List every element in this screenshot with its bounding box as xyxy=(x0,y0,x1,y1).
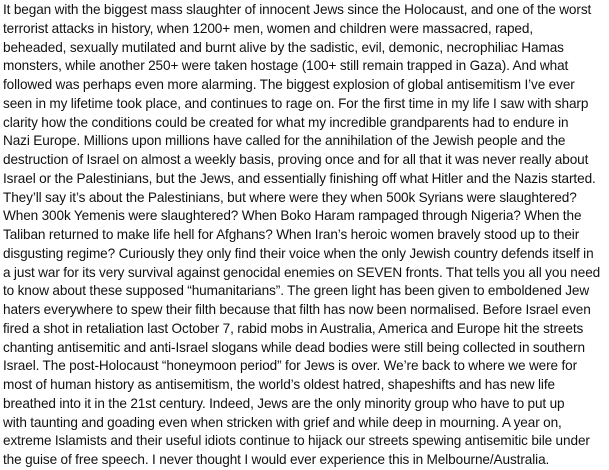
text-line: clarity how the conditions could be created for what my incredible grandparents had to endure in xyxy=(3,114,569,130)
text-line: the guise of free speech. I never thought I would ever experience this in Melbourne/Australia. xyxy=(3,452,550,467)
text-line: breathed into it in the 21st century. Indeed, Jews are the only minority group who have to put up xyxy=(3,395,565,411)
text-line: Israel or the Palestinians, but the Jews, and essentially finishing off what Hitler and the Nazis started. xyxy=(3,170,596,186)
text-line: disgusting regime? Curiously they only find their voice when the only Jewish country defends itself in xyxy=(3,245,594,261)
text-line: monsters, while another 250+ were taken hostage (100+ still remain trapped in Gaza). And what xyxy=(3,58,569,74)
text-line: Nazi Europe. Millions upon millions have called for the annihilation of the Jewish people and the xyxy=(3,133,566,149)
text-line: Israel. The post-Holocaust “honeymoon period” for Jews is over. We’re back to where we were for xyxy=(3,358,578,374)
text-line: fired a shot in retaliation last October 7, rabid mobs in Australia, America and Europe hit the streets xyxy=(3,320,584,336)
text-line: beheaded, sexually mutilated and burnt alive by the sadistic, evil, demonic, necrophiliac Hamas xyxy=(3,39,564,55)
text-line: destruction of Israel on almost a weekly basis, proving once and for all that it was never really about xyxy=(3,152,589,167)
text-line: followed was perhaps even more alarming. The biggest explosion of global antisemitism I’ve ever xyxy=(3,77,575,92)
text-line: haters everywhere to spew their filth because that filth has now been normalised. Before Israel even xyxy=(3,302,591,317)
body-paragraph xyxy=(3,1,606,470)
text-line: most of human history as antisemitism, the world’s oldest hatred, shapeshifts and has new life xyxy=(3,377,555,392)
text-line: to know about these supposed “humanitarians”. The green light has been given to emboldened Jew xyxy=(3,283,590,299)
text-line: extreme Islamists and their useful idiots continue to hijack our streets spewing antisemitic bile under xyxy=(3,433,590,449)
text-line: It began with the biggest mass slaughter of innocent Jews since the Holocaust, and one of the worst xyxy=(3,2,592,17)
text-line: with taunting and goading even when stricken with grief and while deep in mourning. A year on, xyxy=(3,414,562,430)
text-line: seen in my lifetime took place, and continues to rage on. For the first time in my life I saw with sharp xyxy=(3,95,589,111)
text-line: terrorist attacks in history, when 1200+ men, women and children were massacred, raped, xyxy=(3,20,534,36)
text-line: chanting antisemitic and anti-Israel slogans while dead bodies were still being collected in southern xyxy=(3,339,585,355)
text-line: a just war for its very survival against genocidal enemies on SEVEN fronts. That tells you all you need xyxy=(3,264,601,280)
text-line: When 300k Yemenis were slaughtered? When Boko Haram rampaged through Nigeria? When the xyxy=(3,208,582,224)
text-line: They’ll say it’s about the Palestinians, but where were they when 500k Syrians were slaughtered? xyxy=(3,189,577,205)
text-line: Taliban returned to make life hell for Afghans? When Iran’s heroic women bravely stood up to their xyxy=(3,227,580,242)
